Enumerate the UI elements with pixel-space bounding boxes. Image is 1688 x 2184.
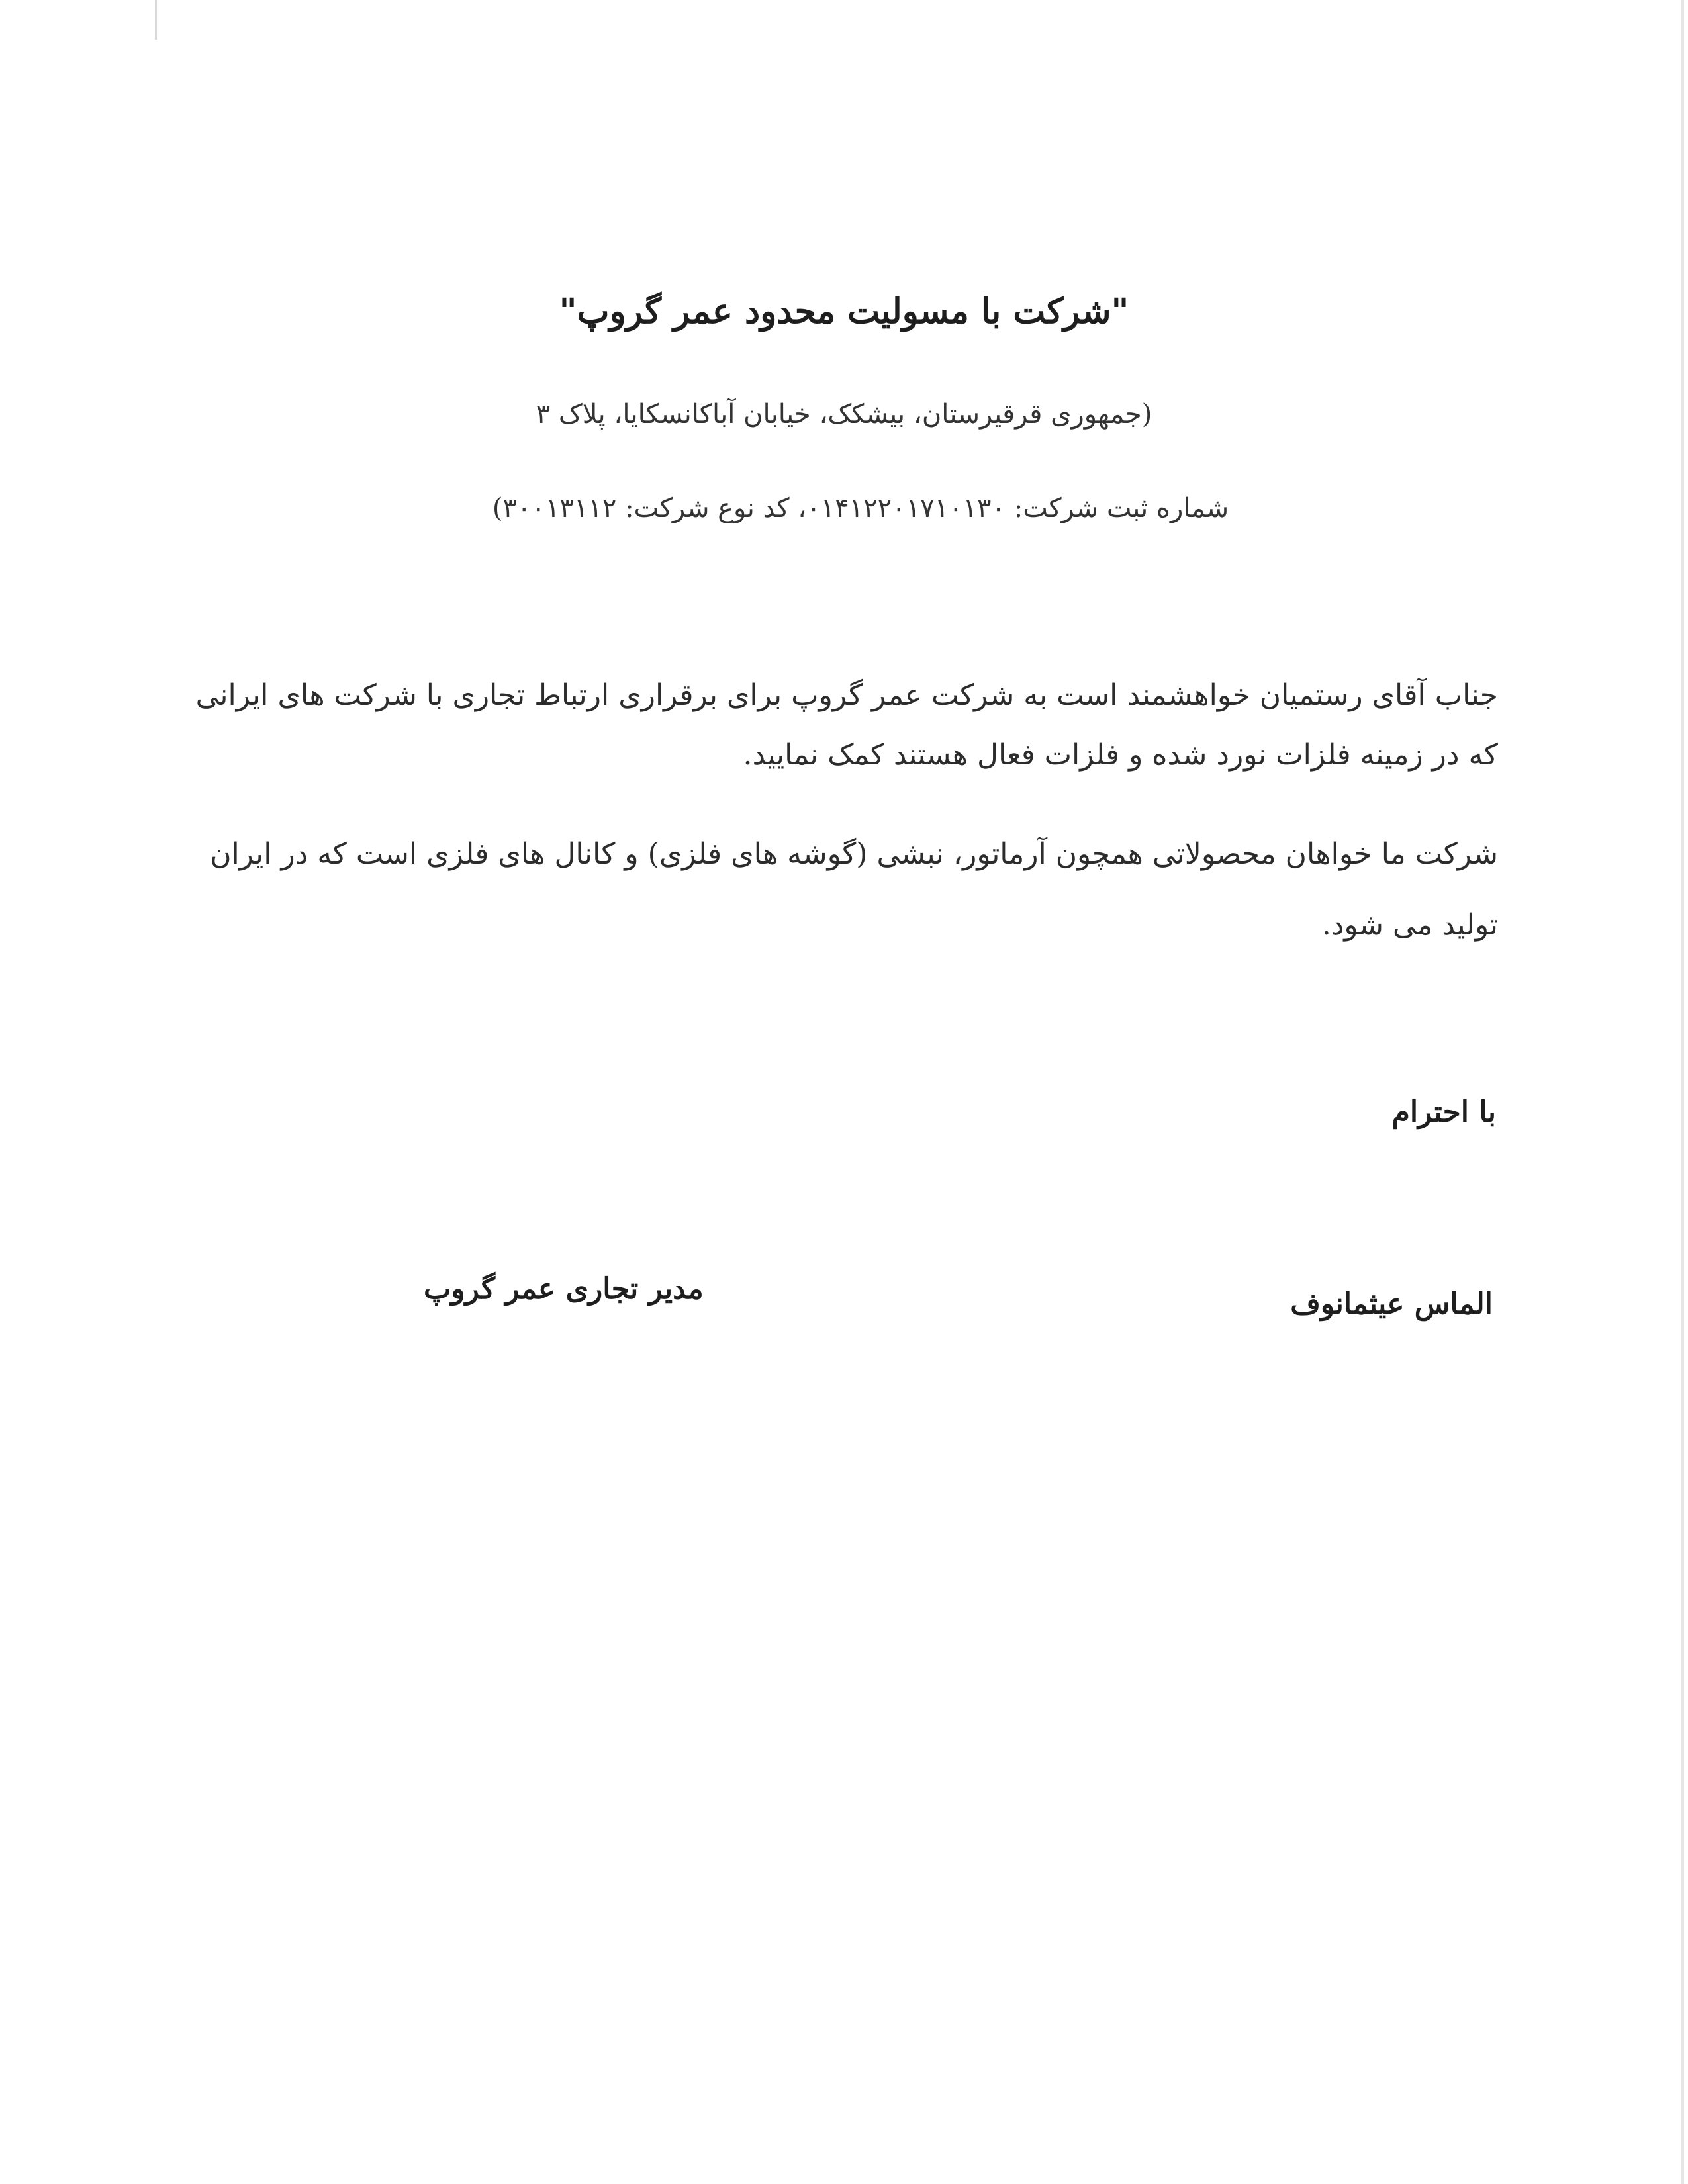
body-line: جناب آقای رستمیان خواهشمند است به شرکت عمر گروپ برای برقراری ارتباط تجاری با شرکت های ایرانی [195, 678, 1498, 712]
scan-edge-line [155, 0, 157, 40]
company-title: "شرکت با مسولیت محدود عمر گروپ" [559, 291, 1129, 332]
company-registration: شماره ثبت شرکت: ۰۱۴۱۲۲۰۱۷۱۰۱۳۰، کد نوع شرکت: ۳۰۰۱۳۱۱۲) [492, 493, 1229, 523]
body-line: که در زمینه فلزات نورد شده و فلزات فعال هستند کمک نمایید. [743, 738, 1498, 772]
body-line: شرکت ما خواهان محصولاتی همچون آرماتور، نبشی (گوشه های فلزی) و کانال های فلزی است که در ایران [210, 837, 1498, 871]
company-address: (جمهوری قرقیرستان، بیشکک، خیابان آباکانسکایا، پلاک ۳ [536, 399, 1152, 430]
signer-name: الماس عیثمانوف [1290, 1287, 1493, 1321]
closing-salutation: با احترام [1391, 1095, 1496, 1129]
signer-title: مدیر تجاری عمر گروپ [424, 1272, 704, 1306]
body-line: تولید می شود. [1321, 908, 1498, 942]
scan-edge-line [1681, 0, 1684, 2184]
